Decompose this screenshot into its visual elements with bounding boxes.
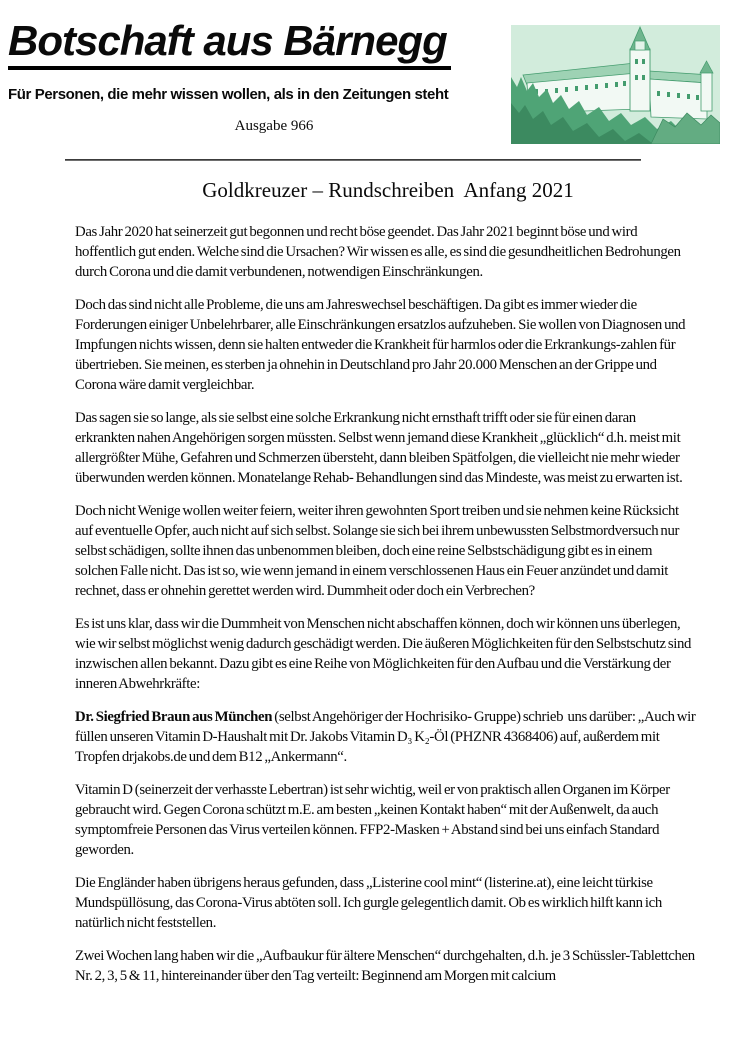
- issue-number: Ausgabe 966: [234, 118, 314, 134]
- paragraph-abwehrkraefte: Es ist uns klar, dass wir die Dummheit von Menschen nicht abschaffen können, doch wir können uns überlegen, wie wir selbst möglichst wenig dadurch geschädigt werden. Die äußeren Möglichkeiten für den Selbstschutz sind inzwischen allen bekannt. Dazu gibt es eine Reihe von Möglichkeiten für den Aufbau und die Verstärkung der inneren Abwehrkräfte:: [75, 616, 694, 692]
- article-heading: Goldkreuzer – Rundschreiben Anfang 2021: [202, 178, 574, 202]
- paragraph-intro-2020: Das Jahr 2020 hat seinerzeit gut begonnen und recht böse geendet. Das Jahr 2021 beginnt böse und wird hoffentlich gut enden. Welche sind die Ursachen? Wir wissen es alle, es sind die gesundheitlichen Bedrohungen durch Corona und die damit verbundenen, notwendigen Einschränkungen.: [75, 224, 683, 280]
- paragraph-listerine: Die Engländer haben übrigens heraus gefunden, dass „Listerine cool mint“ (listerine.at), eine leicht türkise Mundspüllösung, das Corona-Virus abtöten soll. Ich gurgle gelegentlich damit. Ob es wirklich hilft kann ich natürlich nicht feststellen.: [75, 875, 665, 931]
- header-divider-line: [65, 159, 641, 161]
- paragraph-vitamin-d: Vitamin D (seinerzeit der verhasste Lebertran) ist sehr wichtig, weil er von praktisch allen Organen im Körper gebraucht wird. Gegen Corona schützt m.E. am besten „keinen Kontakt haben“ mit der Außenwelt, da auch symptomfreie Personen das Virus verteilen können. FFP2-Masken + Abstand sind bei uns einfach Standard geworden.: [75, 782, 673, 858]
- paragraph-aufbaukur: Zwei Wochen lang haben wir die „Aufbaukur für ältere Menschen“ durchgehalten, d.h. je 3 Schüssler-Tablettchen Nr. 2, 3, 5 & 11, hintereinander über den Tag verteilt: Beginnend am Morgen mit calcium: [75, 948, 697, 984]
- paragraph-dr-braun: [75, 707, 697, 767]
- paragraph-selbstschaedigung: Doch nicht Wenige wollen weiter feiern, weiter ihren gewohnten Sport treiben und sie nehmen keine Rücksicht auf eventuelle Opfer, auch nicht auf sich selbst. Solange sie sich bei ihrem unbewussten Selbstmordversuch nur selbst schädigen, sollte ihnen das unbenommen bleiben, doch eine reine Selbstschädigung gibt es in einem solchen Falle nicht. Das ist so, wie wenn jemand in einem verschlossenen Haus ein Feuer anzündet und damit rechnet, dass er ohnehin gerettet werden wird. Dummheit oder doch ein Verbrechen?: [75, 503, 682, 599]
- paragraph-spaetfolgen: Das sagen sie so lange, als sie selbst eine solche Erkrankung nicht ernsthaft trifft oder sie für einen daran erkrankten nahen Angehörigen sorgen müssten. Selbst wenn jemand diese Krankheit „glücklich“ d.h. meist mit allergrößter Mühe, Gefahren und Schmerzen übersteht, dann bleiben Spätfolgen, die vielleicht nie mehr wieder überwunden werden können. Monatelange Rehab- Behandlungen sind das Mindeste, was meist zu erwarten ist.: [75, 410, 683, 486]
- article-body: [75, 222, 697, 999]
- dr-braun-quote: (selbst Angehöriger der Hochrisiko- Gruppe) schrieb uns darüber: „Auch wir füllen unseren Vitamin D-Haushalt mit Dr. Jakobs Vitamin D₃ K₂-Öl (PHZNR 4368406) auf, außerdem mit Tropfen drjakobs.de und dem B12 „Ankermann“.: [75, 709, 698, 765]
- paragraph-unbelehrbare: Doch das sind nicht alle Probleme, die uns am Jahreswechsel beschäftigen. Da gibt es immer wieder die Forderungen einiger Unbelehrbarer, alle Einschränkungen ersatzlos aufzuheben. Sie wollen von Diagnosen und Impfungen nichts wissen, denn sie halten entweder die Krankheit für harmlos oder die Erkrankungs-zahlen für übertrieben. Sie meinen, es sterben ja ohnehin in Deutschland pro Jahr 20.000 Menschen an der Grippe und Corona wäre damit vergleichbar.: [75, 297, 688, 393]
- newsletter-title: Botschaft aus Bärnegg: [8, 18, 451, 70]
- dr-braun-name: Dr. Siegfried Braun aus München: [75, 709, 273, 725]
- newsletter-subtitle: Für Personen, die mehr wissen wollen, als in den Zeitungen steht: [8, 86, 449, 103]
